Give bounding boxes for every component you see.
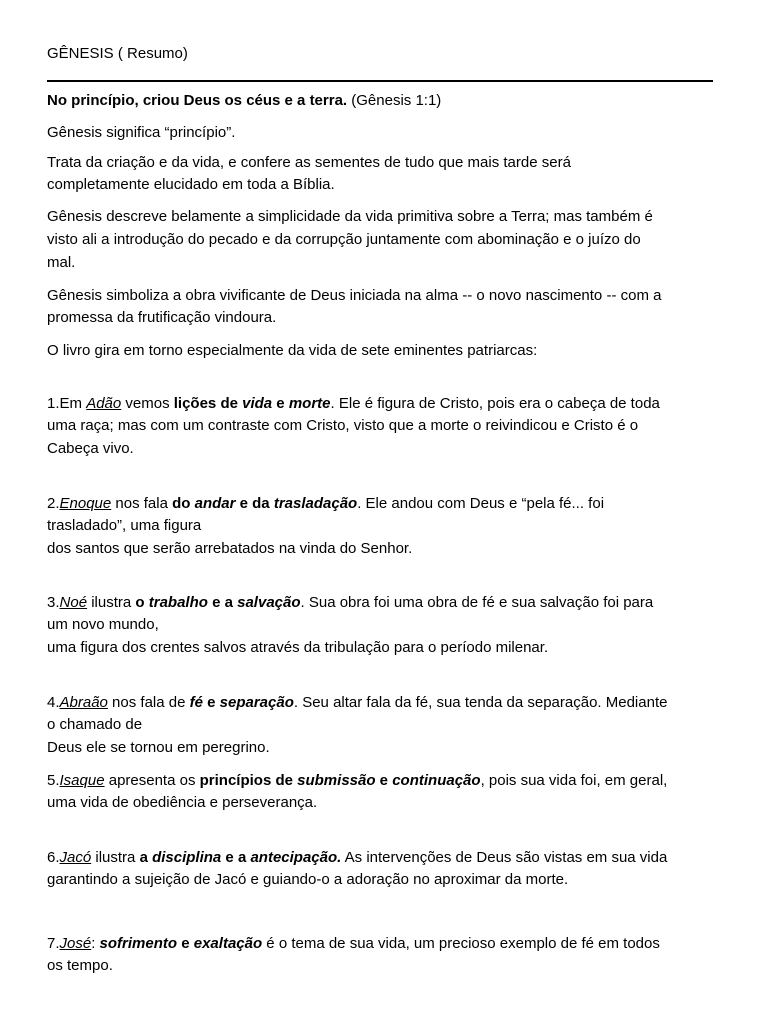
- verse-text: No princípio, criou Deus os céus e a terra.: [47, 92, 348, 109]
- patriarch-continuation: dos santos que serão arrebatados na vinda do Senhor.: [47, 540, 413, 557]
- patriarch-continuation: garantindo a sujeição de Jacó e guiando-o a adoração no aproximar da morte.: [47, 871, 569, 888]
- intro-line: visto ali a introdução do pecado e da corrupção juntamente com abominação e o juízo do: [47, 231, 641, 248]
- intro-line: Trata da criação e da vida, e confere as sementes de tudo que mais tarde será: [47, 154, 571, 171]
- patriarch-continuation: o chamado de: [47, 716, 143, 733]
- verse-reference: (Gênesis 1:1): [351, 92, 442, 109]
- patriarch-continuation: uma figura dos crentes salvos através da tribulação para o período milenar.: [47, 639, 549, 656]
- patriarch-item: 7.José: sofrimento e exaltação é o tema de sua vida, um precioso exemplo de fé em todos: [47, 935, 660, 952]
- patriarch-continuation: um novo mundo,: [47, 616, 159, 633]
- patriarch-name: Jacó: [59, 849, 92, 866]
- patriarch-item: 2.Enoque nos fala do andar e da trasladação. Ele andou com Deus e “pela fé... foi: [47, 495, 605, 512]
- intro-line: O livro gira em torno especialmente da vida de sete eminentes patriarcas:: [47, 342, 538, 359]
- patriarch-item: 1.Em Adão vemos lições de vida e morte. Ele é figura de Cristo, pois era o cabeça de toda: [47, 395, 660, 412]
- patriarch-continuation: Deus ele se tornou em peregrino.: [47, 739, 270, 756]
- verse-line: [47, 90, 441, 112]
- patriarch-item: 4.Abraão nos fala de fé e separação. Seu altar fala da fé, sua tenda da separação. Mediante: [47, 694, 668, 711]
- title-underline-rule: [47, 80, 713, 82]
- intro-line: mal.: [47, 254, 76, 271]
- patriarch-item: 3.Noé ilustra o trabalho e a salvação. Sua obra foi uma obra de fé e sua salvação foi para: [47, 594, 654, 611]
- patriarch-item: 6.Jacó ilustra a disciplina e a antecipação. As intervenções de Deus são vistas em sua vida: [47, 849, 668, 866]
- patriarch-continuation: trasladado”, uma figura: [47, 517, 202, 534]
- intro-line: Gênesis simboliza a obra vivificante de Deus iniciada na alma -- o novo nascimento -- com a: [47, 287, 662, 304]
- patriarch-name: José: [59, 935, 92, 952]
- patriarch-name: Abraão: [59, 694, 108, 711]
- intro-line: promessa da frutificação vindoura.: [47, 309, 277, 326]
- patriarch-name: Adão: [86, 395, 122, 412]
- patriarch-name: Noé: [59, 594, 88, 611]
- intro-line: Gênesis significa “princípio”.: [47, 124, 236, 141]
- patriarch-item: 5.Isaque apresenta os princípios de submissão e continuação, pois sua vida foi, em geral,: [47, 772, 668, 789]
- intro-line: completamente elucidado em toda a Bíblia.: [47, 176, 335, 193]
- patriarch-continuation: uma raça; mas com um contraste com Cristo, visto que a morte o reivindicou e Cristo é o: [47, 417, 639, 434]
- document-title: GÊNESIS ( Resumo): [47, 45, 188, 62]
- patriarch-continuation: os tempo.: [47, 957, 113, 974]
- patriarch-continuation: uma vida de obediência e perseverança.: [47, 794, 318, 811]
- patriarch-name: Isaque: [59, 772, 105, 789]
- patriarch-continuation: Cabeça vivo.: [47, 440, 134, 457]
- intro-line: Gênesis descreve belamente a simplicidade da vida primitiva sobre a Terra; mas também é: [47, 208, 653, 225]
- patriarch-name: Enoque: [59, 495, 112, 512]
